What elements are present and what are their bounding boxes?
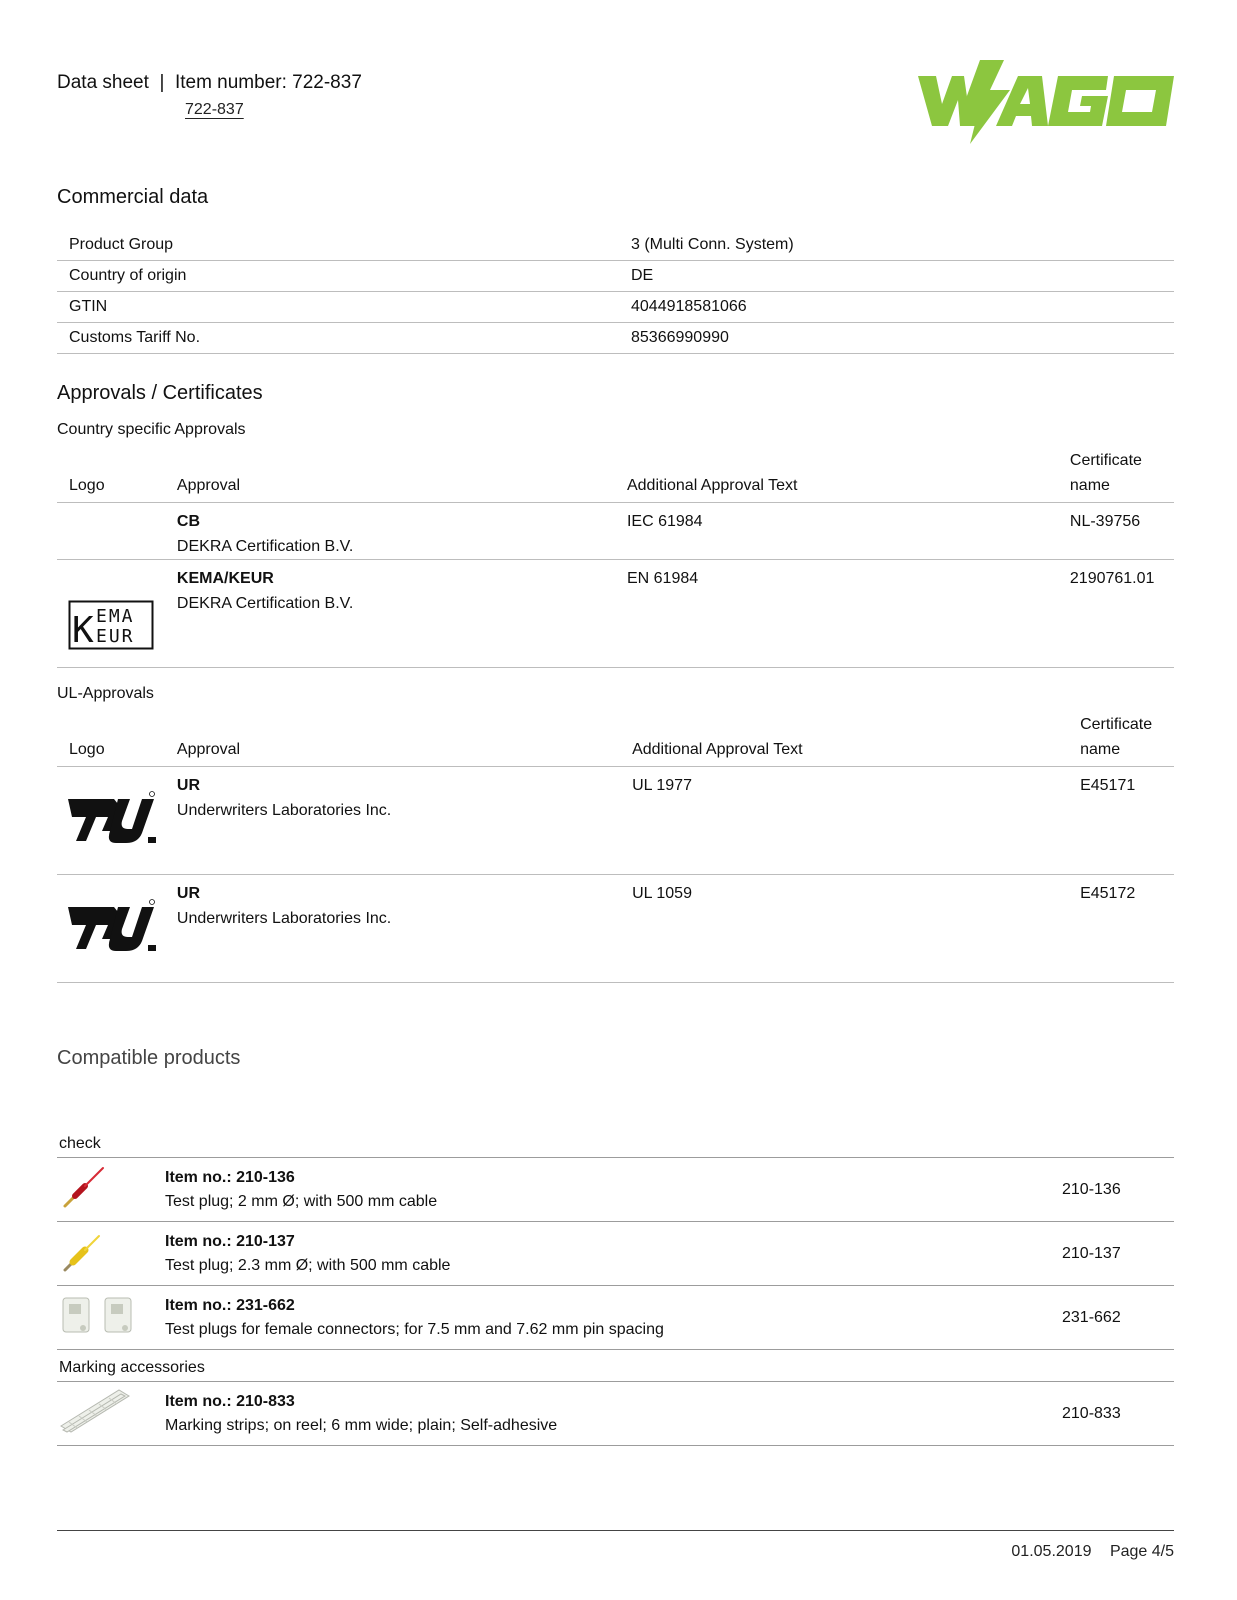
- approval-org: DEKRA Certification B.V.: [176, 595, 354, 612]
- col-additional-text: Additional Approval Text: [620, 712, 1068, 767]
- table-row[interactable]: [57, 1286, 1174, 1350]
- product-image-cell: [57, 1382, 165, 1446]
- col-certificate-name: Certificate name: [1068, 712, 1174, 767]
- product-number[interactable]: 231-662: [1062, 1286, 1174, 1350]
- approval-cell: [165, 875, 620, 983]
- approval-name: UR: [176, 885, 201, 902]
- certificate-name: 2190761.01: [1058, 560, 1174, 668]
- table-row: [57, 323, 1174, 354]
- row-label: Product Group: [57, 230, 619, 261]
- logo-cell: [57, 503, 165, 560]
- country-approvals-heading: Country specific Approvals: [57, 421, 246, 438]
- approval-name: UR: [176, 777, 201, 794]
- row-label: Country of origin: [57, 261, 619, 292]
- country-approvals-table: [57, 448, 1174, 668]
- col-logo: Logo: [57, 448, 165, 503]
- product-description-cell: [165, 1222, 1062, 1286]
- additional-text: UL 1059: [620, 875, 1068, 983]
- row-value: 85366990990: [619, 323, 1174, 354]
- table-row[interactable]: [57, 1158, 1174, 1222]
- marking-strips-icon: [59, 1386, 131, 1436]
- product-number[interactable]: 210-833: [1062, 1382, 1174, 1446]
- certificate-name: NL-39756: [1058, 503, 1174, 560]
- approval-cell: [165, 767, 620, 875]
- product-description-cell: [165, 1158, 1062, 1222]
- approval-org: Underwriters Laboratories Inc.: [176, 802, 392, 819]
- row-label: GTIN: [57, 292, 619, 323]
- table-row: [57, 230, 1174, 261]
- table-header-row: [57, 712, 1174, 767]
- commercial-data-heading: Commercial data: [57, 186, 209, 208]
- page-footer: [997, 1543, 1174, 1561]
- col-certificate-name: Certificate name: [1058, 448, 1174, 503]
- logo-cell: [57, 560, 165, 668]
- product-item-number[interactable]: Item no.: 210-137: [165, 1232, 295, 1250]
- product-number[interactable]: 210-137: [1062, 1222, 1174, 1286]
- product-image-cell: [57, 1222, 165, 1286]
- item-number-link[interactable]: 722-837: [185, 101, 244, 118]
- table-row: [57, 767, 1174, 875]
- document-title: Data sheet | Item number: 722-837: [57, 72, 362, 93]
- ul-recognized-icon: [68, 899, 158, 959]
- additional-text: EN 61984: [615, 560, 1058, 668]
- wago-logo: [918, 60, 1174, 144]
- approval-name: CB: [176, 513, 201, 530]
- compatible-products-table: [57, 1118, 1174, 1446]
- product-number[interactable]: 210-136: [1062, 1158, 1174, 1222]
- product-description-cell: [165, 1286, 1062, 1350]
- ul-approvals-table: [57, 712, 1174, 983]
- product-description: Test plug; 2.3 mm Ø; with 500 mm cable: [165, 1256, 451, 1274]
- product-image-cell: [57, 1158, 165, 1222]
- col-additional-text: Additional Approval Text: [615, 448, 1058, 503]
- additional-text: IEC 61984: [615, 503, 1058, 560]
- ul-approvals-heading: UL-Approvals: [57, 685, 154, 702]
- kema-text: EMA: [96, 605, 135, 627]
- table-row: [57, 560, 1174, 668]
- wago-logo-icon: [918, 60, 1174, 144]
- commercial-data-table: [57, 230, 1174, 354]
- approval-org: Underwriters Laboratories Inc.: [176, 910, 392, 927]
- table-row: [57, 875, 1174, 983]
- approval-cell: [165, 503, 615, 560]
- approval-name: KEMA/KEUR: [176, 570, 274, 587]
- product-item-number[interactable]: Item no.: 231-662: [165, 1296, 295, 1314]
- approval-org: DEKRA Certification B.V.: [176, 538, 354, 555]
- footer-page-number: Page 4/5: [1109, 1543, 1174, 1560]
- certificate-name: E45172: [1068, 875, 1174, 983]
- group-name: check: [57, 1118, 1174, 1158]
- logo-cell: [57, 767, 165, 875]
- row-label: Customs Tariff No.: [57, 323, 619, 354]
- table-row: [57, 261, 1174, 292]
- table-row: [57, 292, 1174, 323]
- additional-text: UL 1977: [620, 767, 1068, 875]
- table-header-row: [57, 448, 1174, 503]
- col-logo: Logo: [57, 712, 165, 767]
- group-row: [57, 1350, 1174, 1382]
- table-row: [57, 503, 1174, 560]
- footer-date: 01.05.2019: [1011, 1543, 1092, 1560]
- product-description: Marking strips; on reel; 6 mm wide; plain; Self-adhesive: [165, 1416, 558, 1434]
- row-value: 3 (Multi Conn. System): [619, 230, 1174, 261]
- kema-keur-icon: [68, 600, 154, 650]
- logo-cell: [57, 875, 165, 983]
- group-name: Marking accessories: [57, 1350, 1174, 1382]
- col-approval: Approval: [165, 712, 620, 767]
- red-test-plug-icon: [59, 1162, 109, 1212]
- approvals-heading: Approvals / Certificates: [57, 382, 263, 404]
- approval-cell: [165, 560, 615, 668]
- product-description: Test plug; 2 mm Ø; with 500 mm cable: [165, 1192, 438, 1210]
- keur-text: EUR: [96, 625, 135, 647]
- table-row[interactable]: [57, 1222, 1174, 1286]
- col-approval: Approval: [165, 448, 615, 503]
- compatible-products-heading: Compatible products: [57, 1047, 241, 1069]
- kema-k-letter: K: [72, 609, 94, 650]
- product-item-number[interactable]: Item no.: 210-833: [165, 1392, 295, 1410]
- product-description-cell: [165, 1382, 1062, 1446]
- group-row: [57, 1118, 1174, 1158]
- product-item-number[interactable]: Item no.: 210-136: [165, 1168, 295, 1186]
- table-row[interactable]: [57, 1382, 1174, 1446]
- product-image-cell: [57, 1286, 165, 1350]
- ul-recognized-icon: [68, 791, 158, 851]
- row-value: 4044918581066: [619, 292, 1174, 323]
- footer-divider: [57, 1530, 1174, 1531]
- row-value: DE: [619, 261, 1174, 292]
- female-connector-test-plugs-icon: [59, 1290, 143, 1340]
- yellow-test-plug-icon: [59, 1226, 109, 1276]
- certificate-name: E45171: [1068, 767, 1174, 875]
- product-description: Test plugs for female connectors; for 7.5 mm and 7.62 mm pin spacing: [165, 1320, 664, 1338]
